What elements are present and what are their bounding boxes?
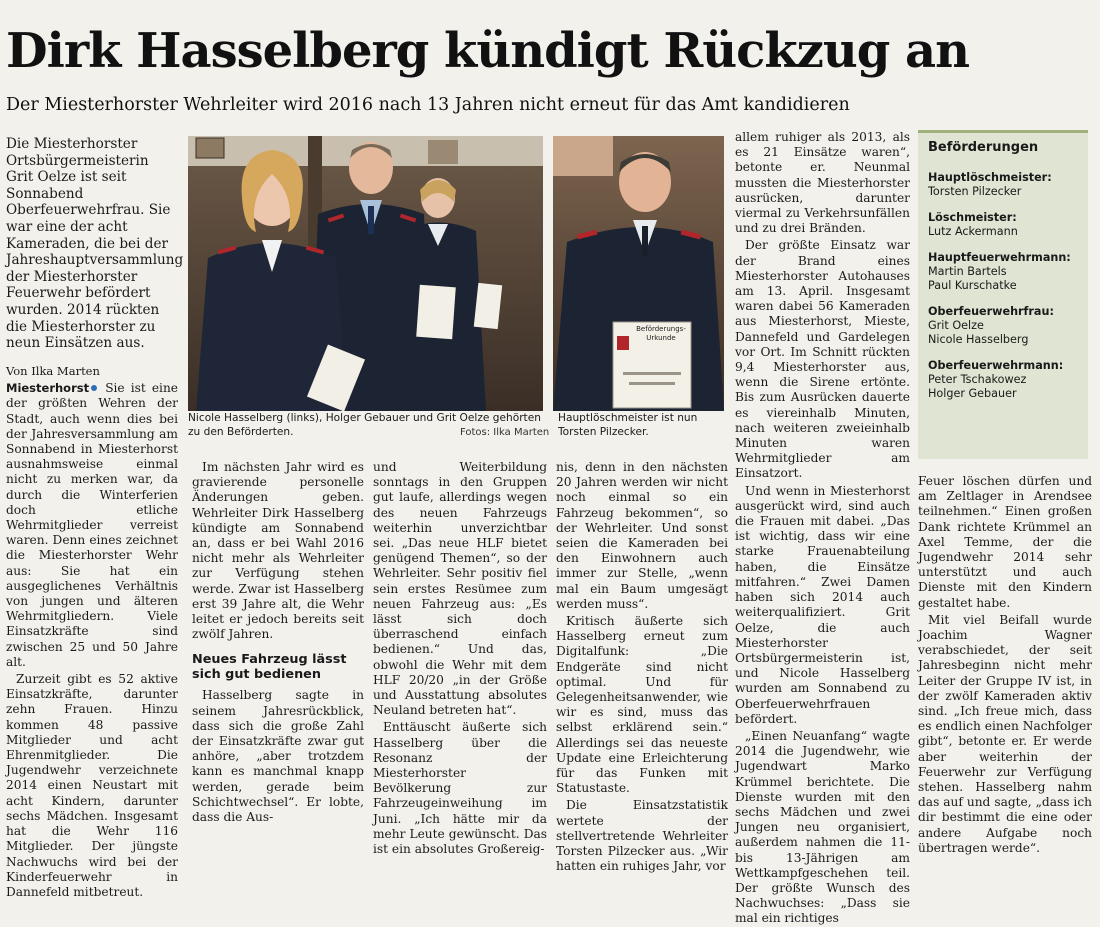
photo2-caption: Hauptlöschmeister ist nun Torsten Pilzecker.	[558, 412, 698, 438]
article-column-6	[918, 474, 1092, 855]
article-subhead: Neues Fahrzeug lässt sich gut bedienen	[192, 652, 347, 683]
promotion-name: Nicole Hasselberg	[928, 333, 1029, 346]
subheadline: Der Miesterhorster Wehrleiter wird 2016 nach 13 Jahren nicht erneut für das Amt kandidieren	[6, 95, 850, 115]
photo-pilzecker	[553, 136, 724, 411]
dateline: Miesterhorst	[6, 381, 90, 396]
paragraph	[6, 381, 178, 670]
promotion-group	[928, 305, 1088, 347]
photo1-caption: Nicole Hasselberg (links), Holger Gebauer und Grit Oelze gehörten zu den Beförderten.	[188, 412, 541, 438]
paragraph: und Weiterbildung sonntags in den Gruppen gut laufe, allerdings wegen des neuen Fahrzeugs weiterhin unverzichtbar sei. „Das neue HLF bietet genügend Themen“, so der Wehrleiter. Sehr positiv fiel sein erstes Resümee zum neuen Fahrzeug aus: „Es lässt sich doch überraschend einfach bedienen.“ Und das, obwohl die Wehr mit dem HLF 20/20 „in der Größe und Ausstattung absolutes Neuland betreten hat“.	[373, 460, 547, 718]
promotion-name: Paul Kurschatke	[928, 279, 1017, 292]
article-column-5	[735, 130, 910, 926]
paragraph: Kritisch äußerte sich Hasselberg erneut zum Digitalfunk: „Die Endgeräte sind nicht optimal. Und für Gelegenheitsanwender, wie wir es sind, muss das selbst erklärend sein.“ Allerdings sei das neueste Update eine Erleichterung für das Funken mit Statustaste.	[556, 614, 728, 796]
photo-pilzecker-image	[553, 136, 724, 411]
article-column-2	[192, 460, 364, 825]
promotion-rank: Oberfeuerwehrmann:	[928, 359, 1064, 372]
paragraph: Die Einsatzstatistik wertete der stellvertretende Wehrleiter Torsten Pilzecker aus. „Wir hatten ein ruhiges Jahr, vor	[556, 798, 728, 874]
paragraph: Zurzeit gibt es 52 aktive Einsatzkräfte, darunter zehn Frauen. Hinzu kommen 48 passive Mitglieder und acht Ehrenmitglieder. Die Jugendwehr verzeichnete 2014 einen Neustart mit acht Kindern, darunter sechs Mädchen. Insgesamt hat die Wehr 116 Mitglieder. Der jüngste Nachwuchs wird bei der Kinderfeuerwehr in Dannefeld mitbetreut.	[6, 672, 178, 899]
paragraph: „Einen Neuanfang“ wagte 2014 die Jugendwehr, wie Jugendwart Marko Krümmel berichtete. Die Dienste wurden mit den sechs Mädchen und zwei Jungen neu organisiert, außerdem nahmen die 11- bis 13-Jährigen am Wettkampfgeschehen teil. Der größte Wunsch des Nachwuchses: „Dass sie mal ein richtiges	[735, 728, 910, 926]
article-column-3	[373, 460, 547, 857]
paragraph: Und wenn in Miesterhorst ausgerückt wird, sind auch die Frauen mit dabei. „Das ist wichtig, dass wir eine starke Frauenabteilung haben, die Einsätze mitfahren.“ Zwei Damen haben sich 2014 auch weiterqualifiziert. Grit Oelze, die auch Miesterhorster Ortsbürgermeisterin ist, und Nicole Hasselberg wurden am Sonnabend zu Oberfeuerwehrfrauen befördert.	[735, 483, 910, 726]
promotion-rank: Hauptlöschmeister:	[928, 171, 1052, 184]
paragraph: allem ruhiger als 2013, als es 21 Einsätze waren“, betonte er. Neunmal mussten die Miesterhorster ausrücken, darunter viermal zu Verkehrsunfällen und zu drei Bränden.	[735, 130, 910, 236]
paragraph: Mit viel Beifall wurde Joachim Wagner verabschiedet, der seit Jahresbeginn nicht mehr Leiter der Gruppe IV ist, in der zwölf Kameraden aktiv sind. „Ich freue mich, dass es endlich einen Nachfolger gibt“, betonte er. Er werde aber weiterhin der Feuerwehr zur Verfügung stehen. Hasselberg nahm das auf und sagte, „dass ich dir bestimmt die eine oder andere Aufgabe noch übertragen werde“.	[918, 612, 1092, 855]
promotion-name: Torsten Pilzecker	[928, 185, 1022, 198]
article-column-1	[6, 356, 179, 899]
paragraph: nis, denn in den nächsten 20 Jahren werden wir nicht noch einmal so ein Fahrzeug bekommen“, so der Wehrleiter. Und sonst seien die Kameraden bei den Einwohnern auch immer zur Stelle, „wenn mal ein Baum umgesägt werden muss“.	[556, 460, 728, 611]
promotions-title: Beförderungen	[928, 140, 1039, 155]
promotion-rank: Hauptfeuerwehrmann:	[928, 251, 1071, 264]
promotion-name: Holger Gebauer	[928, 387, 1017, 400]
promotion-name: Grit Oelze	[928, 319, 984, 332]
promotion-group	[928, 359, 1088, 401]
promotion-name: Lutz Ackermann	[928, 225, 1018, 238]
certificate-title: Beförderungs-Urkunde	[636, 325, 686, 342]
paragraph: Enttäuscht äußerte sich Hasselberg über die Resonanz der Miesterhorster Bevölkerung zur Fahrzeugeinweihung im Juni. „Ich hätte mir da mehr Leute gewünscht. Das ist ein absolutes Großereig-	[373, 720, 547, 857]
promotion-group	[928, 211, 1088, 239]
paragraph: Der größte Einsatz war der Brand eines Miesterhorster Autohauses am 13. April. Insgesamt waren dabei 56 Kameraden aus Miesterhorst, Mieste, Dannefeld und Gardelegen vor Ort. Im Schnitt rückten 9,4 Miesterhorster aus, wenn die Sirene ertönte. Bis zum Ausrücken dauerte es viereinhalb Minuten, nach weiteren zweieinhalb Minuten waren Wehrmitglieder am Einsatzort.	[735, 238, 910, 481]
promotion-group	[928, 251, 1088, 293]
paragraph: Im nächsten Jahr wird es gravierende personelle Änderungen geben. Wehrleiter Dirk Hasselberg kündigte am Sonnabend an, dass er bei Wahl 2016 nicht mehr als Wehrleiter zur Verfügung stehen werde. Zwar ist Hasselberg erst 39 Jahre alt, die Wehr leitet er jedoch bereits seit zwölf Jahren.	[192, 460, 364, 642]
headline: Dirk Hasselberg kündigt Rückzug an	[6, 23, 970, 79]
promotion-rank: Löschmeister:	[928, 211, 1017, 224]
promotion-name: Peter Tschakowez	[928, 373, 1027, 386]
dateline-dot-icon	[91, 385, 97, 391]
promotion-group	[928, 171, 1088, 199]
photo-group-promotion	[188, 136, 543, 411]
promotion-rank: Oberfeuerwehrfrau:	[928, 305, 1054, 318]
photo-group-image	[188, 136, 543, 411]
photo-credit: Fotos: Ilka Marten	[460, 427, 550, 438]
lead-paragraph: Die Miesterhorster Ortsbürgermeisterin Grit Oelze ist seit Sonnabend Oberfeuerwehrfrau. Sie war eine der acht Kameraden, die bei der Jahreshauptversammlung der Miesterhorster Feuerwehr befördert wurden. 2014 rückten die Miesterhorster zu neun Einsätzen aus.	[6, 136, 184, 352]
lead-column	[6, 136, 184, 356]
paragraph: Hasselberg sagte in seinem Jahresrückblick, dass sich die große Zahl der Einsatzkräfte zwar gut anhöre, „aber trotzdem kann es manchmal knapp werden, gerade beim Schichtwechsel“. Er lobte, dass die Aus-	[192, 688, 364, 825]
paragraph: Feuer löschen dürfen und am Zeltlager in Arendsee teilnehmen.“ Einen großen Dank richtete Krümmel an Axel Temme, der die Jugendwehr 2014 sehr unterstützt und auch Dienste mit den Kindern gestaltet habe.	[918, 474, 1092, 610]
promotions-box	[918, 130, 1088, 459]
article-column-4	[556, 460, 728, 874]
paragraph-text: Sie ist eine der größten Wehren der Stadt, auch wenn dies bei der Jahresversammlung am Sonnabend in Miesterhorst ausnahmsweise einmal nicht zu merken war, da durch die Winterferien doch etliche Wehrmitglieder verreist waren. Denn eines zeichnet die Miesterhorster Wehr aus: Sie hat ein ausgeglichenes Verhältnis von jungen und älteren Wehrmitgliedern. Viele Einsatzkräfte sind zwischen 25 und 50 Jahre alt.	[6, 381, 179, 669]
byline: Von Ilka Marten	[6, 364, 100, 378]
promotion-name: Martin Bartels	[928, 265, 1007, 278]
